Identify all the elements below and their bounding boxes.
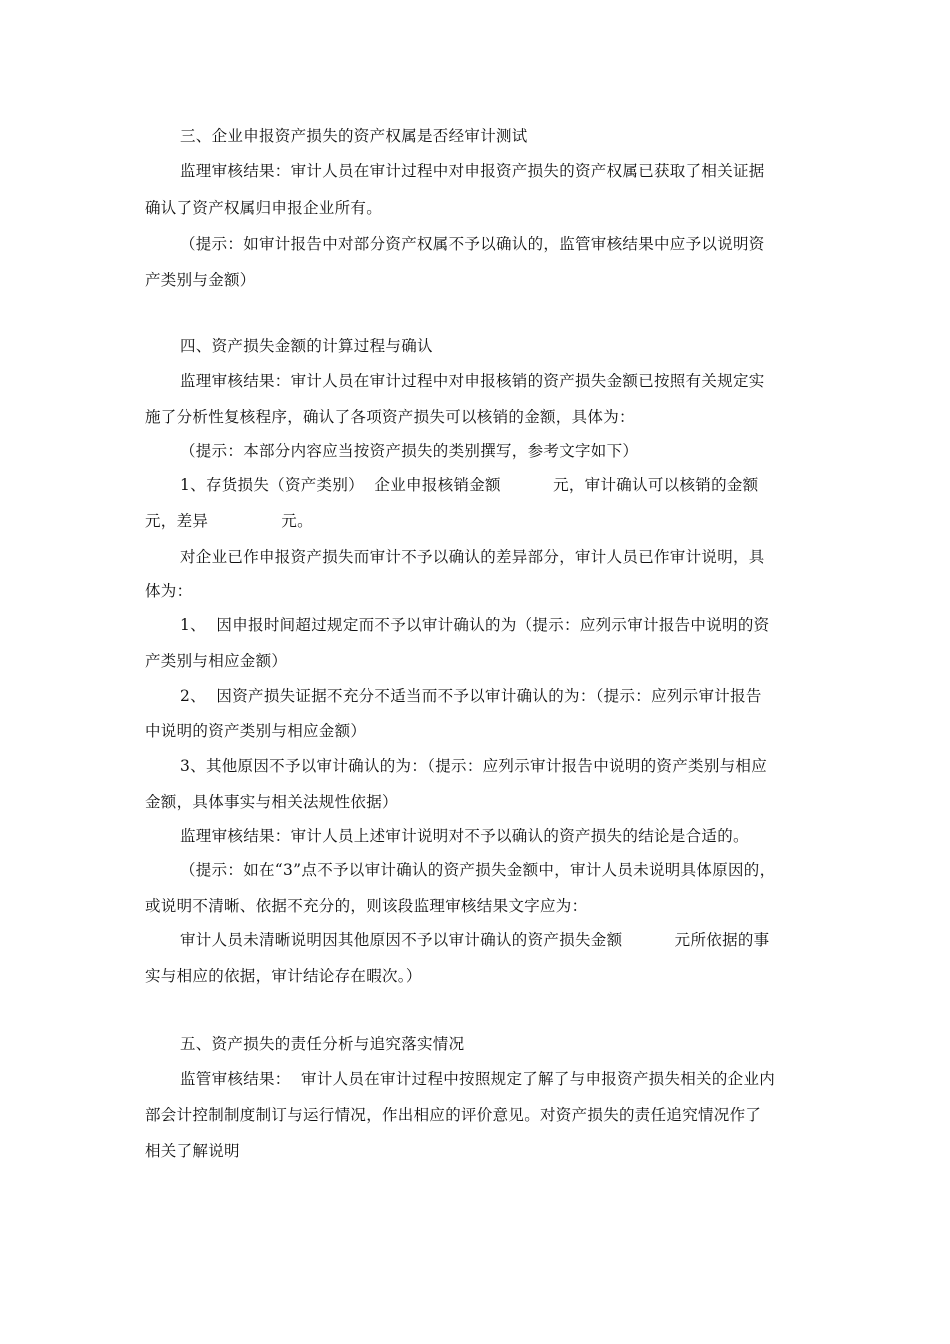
hint-line: （提示：如在“3”点不予以审计确认的资产损失金额中，审计人员未说明具体原因的， [180, 861, 776, 879]
hint-line: 实与相应的依据，审计结论存在暇次。） [145, 967, 422, 985]
list-item: 3、其他原因不予以审计确认的为：（提示：应列示审计报告中说明的资产类别与相应 [180, 757, 768, 775]
hint-line: 产类别与金额） [145, 271, 256, 289]
section-4-heading: 四、资产损失金额的计算过程与确认 [180, 337, 433, 355]
hint-line: 或说明不清晰、依据不充分的，则该段监理审核结果文字应为： [145, 897, 588, 915]
paragraph-line: 相关了解说明 [145, 1142, 240, 1160]
hint-line: （提示：本部分内容应当按资产损失的类别撰写，参考文字如下） [180, 442, 639, 460]
paragraph-line: 监理审核结果：审计人员在审计过程中对申报核销的资产损失金额已按照有关规定实 [180, 372, 765, 390]
paragraph-line: 部会计控制制度制订与运行情况，作出相应的评价意见。对资产损失的责任追究情况作了 [145, 1106, 762, 1124]
list-item: 2、 因资产损失证据不充分不适当而不予以审计确认的为：（提示：应列示审计报告 [180, 687, 762, 705]
list-item: 1、存货损失（资产类别） 企业申报核销金额 元，审计确认可以核销的金额 [180, 476, 759, 494]
list-item-continuation: 产类别与相应金额） [145, 652, 288, 670]
paragraph-line: 施了分析性复核程序，确认了各项资产损失可以核销的金额，具体为： [145, 408, 635, 426]
section-5-heading: 五、资产损失的责任分析与追究落实情况 [180, 1035, 465, 1053]
paragraph-line: 确认了资产权属归申报企业所有。 [145, 199, 383, 217]
paragraph-line: 体为： [145, 582, 193, 600]
hint-line: （提示：如审计报告中对部分资产权属不予以确认的，监管审核结果中应予以说明资 [180, 235, 765, 253]
paragraph-line: 对企业已作申报资产损失而审计不予以确认的差异部分，审计人员已作审计说明，具 [180, 548, 765, 566]
list-item: 1、 因申报时间超过规定而不予以审计确认的为（提示：应列示审计报告中说明的资 [180, 616, 770, 634]
paragraph-line: 监管审核结果： 审计人员在审计过程中按照规定了解了与申报资产损失相关的企业内 [180, 1070, 776, 1088]
hint-line: 审计人员未清晰说明因其他原因不予以审计确认的资产损失金额 元所依据的事 [180, 931, 770, 949]
list-item-continuation: 中说明的资产类别与相应金额） [145, 722, 367, 740]
paragraph-line: 元，差异 元。 [145, 512, 313, 530]
list-item-continuation: 金额，具体事实与相关法规性依据） [145, 793, 398, 811]
paragraph-line: 监理审核结果：审计人员在审计过程中对申报资产损失的资产权属已获取了相关证据 [180, 162, 765, 180]
paragraph-line: 监理审核结果：审计人员上述审计说明对不予以确认的资产损失的结论是合适的。 [180, 827, 749, 845]
section-3-heading: 三、企业申报资产损失的资产权属是否经审计测试 [180, 127, 528, 145]
